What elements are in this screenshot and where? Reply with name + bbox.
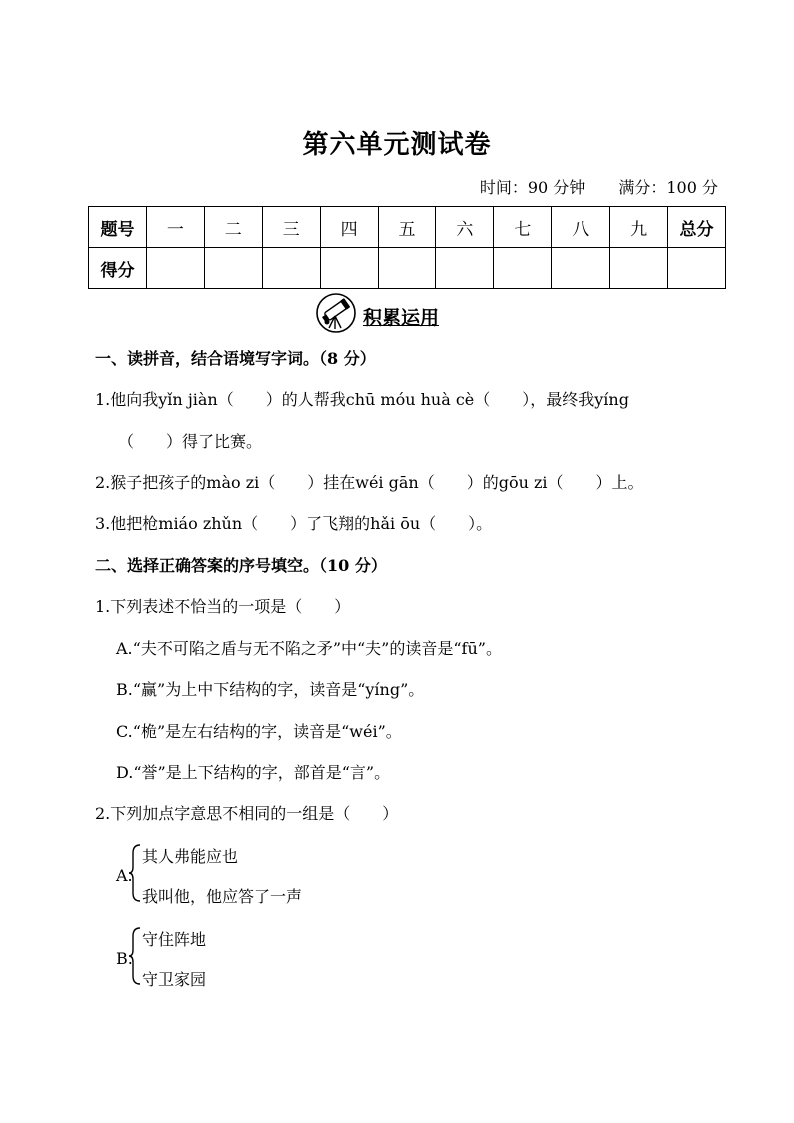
score-cell[interactable] <box>262 248 320 289</box>
brace-icon <box>128 843 142 903</box>
section-heading <box>315 292 439 334</box>
score-cell[interactable] <box>436 248 494 289</box>
score-cell[interactable] <box>146 248 204 289</box>
q1-stem: 1.下列表述不恰当的一项是（ ） <box>95 597 351 616</box>
score-table <box>88 206 726 289</box>
telescope-icon <box>315 292 357 334</box>
score-header-cell: 六 <box>436 207 494 248</box>
score-header-cell: 八 <box>552 207 610 248</box>
part1-line: （ ）得了比赛。 <box>118 432 263 451</box>
part1-line: 3.他把枪miáo zhǔn（ ）了飞翔的hǎi ōu（ ）。 <box>95 514 493 533</box>
q2-stem: 2.下列加点字意思不相同的一组是（ ） <box>95 804 399 823</box>
score-header-cell: 九 <box>610 207 668 248</box>
section-label: 积累运用 <box>363 306 440 329</box>
score-header-cell: 总分 <box>668 207 726 248</box>
q2-group-a-line: 其人弗能应也 <box>142 847 239 866</box>
q1-option-b: B.“赢”为上中下结构的字，读音是“yíng”。 <box>116 680 425 699</box>
score-table-header-row <box>89 207 726 248</box>
q1-option-c: C.“桅”是左右结构的字，读音是“wéi”。 <box>116 722 402 741</box>
full-score: 满分：100 分 <box>618 178 718 197</box>
score-cell[interactable] <box>610 248 668 289</box>
q1-option-d: D.“誉”是上下结构的字，部首是“言”。 <box>116 763 391 782</box>
q2-group-a-line: 我叫他，他应答了一声 <box>142 887 303 906</box>
q2-group-b-label: B. <box>116 949 133 968</box>
score-header-cell: 一 <box>146 207 204 248</box>
q1-option-a: A.“夫不可陷之盾与无不陷之矛”中“夫”的读音是“fū”。 <box>116 639 502 658</box>
score-cell[interactable] <box>378 248 436 289</box>
page-title: 第六单元测试卷 <box>302 130 492 160</box>
score-header-cell: 七 <box>494 207 552 248</box>
score-header-cell: 三 <box>262 207 320 248</box>
score-header-cell: 题号 <box>89 207 147 248</box>
part1-line: 1.他向我yǐn jiàn（ ）的人帮我chū móu huà cè（ ），最终我yíng <box>95 390 629 409</box>
score-header-cell: 四 <box>320 207 378 248</box>
score-cell[interactable] <box>668 248 726 289</box>
part1-heading: 一、读拼音，结合语境写字词。（8 分） <box>95 349 376 368</box>
score-header-cell: 五 <box>378 207 436 248</box>
score-row-label: 得分 <box>89 248 147 289</box>
q2-group-a-label: A. <box>116 866 133 885</box>
score-header-cell: 二 <box>204 207 262 248</box>
q2-group-b-line: 守卫家园 <box>142 970 207 989</box>
score-table-score-row <box>89 248 726 289</box>
score-cell[interactable] <box>204 248 262 289</box>
score-cell[interactable] <box>494 248 552 289</box>
exam-meta <box>452 175 718 198</box>
q2-group-b-line: 守住阵地 <box>142 930 207 949</box>
part1-line: 2.猴子把孩子的mào zi（ ）挂在wéi gān（ ）的gōu zi（ ）上。 <box>95 473 644 492</box>
score-cell[interactable] <box>552 248 610 289</box>
brace-icon <box>128 926 142 986</box>
score-cell[interactable] <box>320 248 378 289</box>
time-limit: 时间：90 分钟 <box>479 178 586 197</box>
part2-heading: 二、选择正确答案的序号填空。（10 分） <box>95 556 387 575</box>
